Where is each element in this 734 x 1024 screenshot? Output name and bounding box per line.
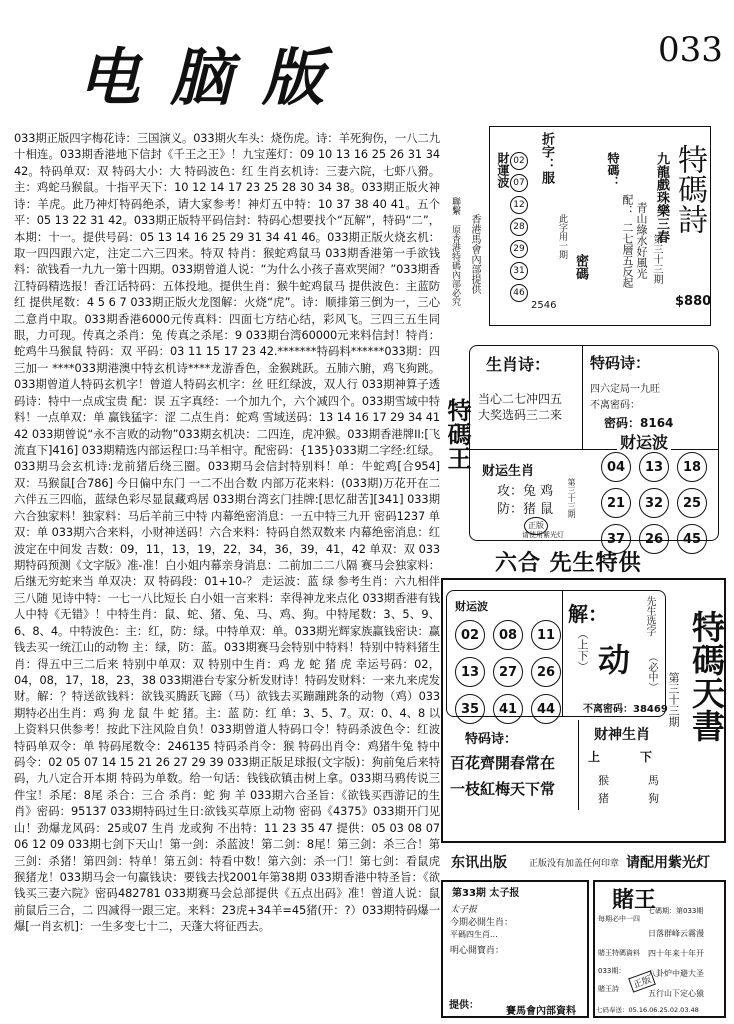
- shengxiao-poem-line: 大奖选码三二来: [478, 408, 563, 422]
- liuhe-number: 02: [455, 620, 485, 650]
- tianshu-issue: 第三十三期: [667, 672, 680, 727]
- duwang-left-line: 每期必中一四: [598, 915, 640, 923]
- shang-value: 猴: [598, 774, 609, 787]
- duwang-right-line: 四十年来十年开: [648, 949, 704, 958]
- shang-value: 猪: [598, 792, 609, 805]
- caiyunbo-number: 37: [601, 524, 631, 554]
- xiansheng-label: 先生选字: [644, 596, 655, 636]
- caiyunbo-number: 32: [639, 488, 669, 518]
- liuhe-header: 六合 先生特供: [495, 551, 642, 576]
- jie-label: 解：: [568, 602, 608, 626]
- chaizi-label: 折字：服: [539, 132, 554, 184]
- duwang-right-line: 八卦炉中避大圣: [648, 969, 704, 978]
- xia-label: 下: [640, 750, 653, 764]
- xia-value: 馬: [648, 774, 659, 787]
- taizibao-bottom: 賽馬會內部資料: [506, 1006, 576, 1017]
- article-body: 033期正版四字梅花诗：三国演义。033期火车头：烧伤虎。诗：羊死狗伤，一八二九十相连。033期香港地下信封《千王之王》！九宝莲灯：09 10 13 16 25 26 31 34 42。特码单双：双 特码大小：大 特码波色：红 生肖玄机诗：三妻六院，七虾八猾。主：鸡蛇马猴鼠。十指平天下：10 12 14 17 23 25 28 30 34 38。033期正版火神诗：羊虎。此乃神灯特码绝杀，请大家参考！神灯五中特：10 37 38 40 41。五个平：05 13 22 31 42。033期正版特平码信封：特码心想要找个“瓦解”，特码“二”，本期：十一。提供号码：05 13 14 16 25 29 31 34 41 46。033期正版火烧玄机：取一四四跟六定，注定二六三四来。特双 特肖：猴蛇鸡鼠马 033期香港第一手欲钱料：欲钱看一九九一第十四期。033期曾道人说：“为什么小孩子喜欢哭闹？”033期香江特码精选报！香江话特码：五体投地。提供生肖：猴牛蛇鸡鼠马 提供波色：主蓝防红 提供尾数：4 5 6 7 033期正版火龙图解：火烧“虎”。诗：顺排第三倒为一，三心二意肖中取。033期香港6000元传真料：四面七方结心结，彩风飞。三四三五生同眼，力可现。传真之杀肖：兔 传真之杀尾：9 033期台湾60000元来料信封！特肖：蛇鸡牛马猴鼠 特码：双 平码：03 11 15 17 23 42.*******特码料******033期：四三加一 ****033期港澳中特玄机诗****龙游香色，金猴跳跃。五肺六腑，鸡飞狗跳。033期曾道人特码玄机字！曾道人特码玄机字：丝 旺红绿波，双人行 033期神算子透码诗：特中一点成宝贵 配：误 五字真经：一个加九个，六个减四个。033期雪域中特料！一点单双：单 赢钱猛字：涩 二点生肖：蛇鸡 雪域送码：13 14 16 17 29 34 41 42 033期曾说“永不言败的动物”033期玄机决：二四连，虎冲猴。033期香港牌II:[飞流直下]416] 033期精选内部运程口:马羊相守。配密码：{135}033期二字经:红绿。033期马会玄机诗:龙前猪后绕三圈。033期马会信封特别料！单：牛蛇鸡[合954] 双：马猴鼠[合786] 今日偏中东门 一二不出合数 内部万花来料：(033期)万花开在二六伴五三四临，蓝绿色彩尽显鼠藏鸡居 033期台湾玄门挂牌:[思忆甜苦][341] 033期六合独家料！独家料：马后羊前三中特 内幕绝密消息：一五中特三九开 密码1237 单双：单 033期六合来料，小财神送码！六合来料：特码自然双数来 内幕绝密消息：红波定在中间发 吉数：09，11，13，19，22，34，36，39，41，42 单双：双 033期特码预测《文字版》准-准！白小姐内幕亲身消息：二前加二二八隔 赛马会独家料：后继无穷蛇来当 单双决：双 特码段：01+10-？ 走运波：蓝 绿 参考生肖：六九相伴三八随 见诗中特：一七一八比短长 白小姐一言来料：幸得神龙来点化 033期香港有钱人中特《无错》！中特生肖：鼠、蛇、猪、兔、马、鸡、狗。中特尾数：3、5、9、6、8、4。中特波色：主：红，防：绿。中特单双：单。033期光辉家族赢钱密诀：赢钱去买一统江山的动物 主：绿，防：蓝。033期赛马会特别中特料！特别中特料猪生肖：得五中三二后来 特别中单双：双 特别中生肖：鸡 龙 蛇 猪 虎 幸运号码：02，04，08，17，18，23，38 033期港台专家分析发财诗！特码发财料：一来九来虎发财。解：？特送欲钱料：欲钱买腾跃飞蹄（马）欲钱去买蹦蹦跳条的动物（鸡）033期特必出生肖：鸡 狗 龙 鼠 牛 蛇 猪。主：蓝 防：红 单：3、5、7。双：0、4、8 以上资料只供参考！按此下注风险自负！033期曾道人特码口令！特码杀波色令：红波 特码单双令：单 特码尾数令：246135 特码杀肖令：猴 特码出肖令：鸡猪牛兔 特中码令：02 05 07 14 15 21 26 27 29 39 033期正版足球报(文字版)：狗前兔后来特码，九八定合开本期 特码为单数。给一句话：钱钱砍镇击树上拿。033期马鸦传说三件宝！杀尾：8尾 杀合：三合 杀肖：蛇 狗 羊 033期六合圣旨：《欲钱买西游记的生肖》密码：95137 033期特码过生日:欲钱买草原上动物 密码《4375》033期开门见山！劲爆龙风码：25或07 生肖 龙或狗 不出特：11 23 35 47 提供：05 03 08 07 06 12 09 033期七剑下天山！第一剑：杀蓝波！第二剑：8尾！第三剑：杀三合！第三剑：杀猪！第四剑：特单！第五剑：特看中数！第六剑：杀一门！第七剑：看鼠虎猴猪龙！033期马会一句赢钱诀：要钱去找2001年第38期 033期香港中特圣旨：《欲钱买三妻六院》密码482781 033期赛马会总部提供《五点出码》准！曾道人说：鼠前鼠后三合，二 四减得一跟三定。来料：23虎+34羊=45猪(开：?）033期特码爆一爆[一肖玄机]：一生多变七十二，天蓬大将征西去。: [14, 131, 440, 934]
- duwang-footer: 七码奉送：05.16.06.25.02.03.48: [596, 1006, 699, 1014]
- caiyun-label: 財運波: [496, 152, 510, 188]
- jie-answer: 动: [598, 641, 631, 679]
- bizhong-note: （必中）: [646, 652, 657, 692]
- zhengban-stamp: 正版: [524, 517, 548, 535]
- caiyunbo-number: 04: [601, 452, 631, 482]
- caiyunbo-grid: [601, 452, 711, 554]
- caiyunbo-number: 25: [677, 488, 707, 518]
- caiyun-number: 29: [510, 240, 528, 258]
- duwang-title: 賭王: [612, 888, 657, 913]
- liuhe-number: 44: [531, 694, 561, 724]
- chaizi-note: 此字用一期: [557, 214, 567, 259]
- caiyunbo-number: 45: [677, 524, 707, 554]
- footer-mid: 正版没有加盖任何印章: [529, 859, 620, 869]
- liuhe-number: 26: [531, 657, 561, 687]
- liuhe-tema-poem-line: 百花齊開春常在: [450, 754, 556, 772]
- duwang-right-issue: 七碼期：第033期: [648, 907, 704, 915]
- caiyun-number: 07: [510, 174, 528, 192]
- duwang-right-line: 日落群峰云霧漫: [648, 929, 704, 938]
- duwang-left-line: 賭王詩: [598, 985, 619, 993]
- caiyun-number: 28: [510, 218, 528, 236]
- duwang-right-line: 五行山下定心猿: [648, 989, 704, 998]
- caiyun-number: 02: [510, 152, 528, 170]
- buli-mima: 不离密码：38469: [583, 704, 668, 715]
- xia-value: 狗: [648, 792, 659, 805]
- mima-label: 密碼: [573, 254, 588, 280]
- tema-poem-line: 四六定局一九旺: [590, 384, 660, 395]
- liuhe-number: 08: [493, 620, 523, 650]
- tema-mima: 密码：8164: [604, 416, 674, 430]
- liuhe-number: 11: [531, 620, 561, 650]
- side-note: 聯繫 原香港特碼內部必究: [450, 197, 460, 306]
- jie-hint: （上下）: [576, 628, 589, 672]
- verse-2: 青山綠水好風光: [635, 202, 648, 279]
- taizibao-title: 第33期 太子报: [452, 888, 520, 899]
- poem-price: $880: [675, 294, 712, 309]
- verse-1: 九龍戲珠樂三春: [654, 152, 669, 243]
- liuhe-number: 13: [455, 657, 485, 687]
- dots-note: 2546: [531, 300, 557, 311]
- liuhe-caiyunbo-label: 财运波: [455, 600, 488, 613]
- liuhe-number: 35: [455, 694, 485, 724]
- defend-line: 防：猪 鼠: [497, 502, 554, 517]
- tema-label: 特碼：: [606, 152, 620, 188]
- caiyun-number: 46: [510, 284, 528, 302]
- caishen-title: 财神生肖: [594, 727, 650, 743]
- taizibao-provide: 提供：: [449, 1000, 479, 1011]
- stamp-note: 请使用紫光灯: [522, 531, 564, 539]
- temawang-issue: 第三十三期: [567, 478, 576, 518]
- caiyunbo-number: 13: [639, 452, 669, 482]
- taizibao-line: 平碼四生肖...: [450, 930, 498, 939]
- liuhe-number: 41: [493, 694, 523, 724]
- liuhe-tema-poem-title: 特码诗：: [465, 732, 518, 747]
- temawang-title: 特碼王: [443, 398, 472, 470]
- liuhe-number: 27: [493, 657, 523, 687]
- taizibao-line: 太子报: [450, 905, 478, 915]
- issue-number: 033: [658, 30, 723, 70]
- footer-right: 请配用紫光灯: [626, 855, 710, 871]
- caiyun-numbers: [510, 152, 530, 302]
- tema-poem-box: [447, 122, 718, 332]
- duwang-left-line: 賭王特碼資料: [598, 949, 640, 957]
- source-note: 香港馬會內部提供: [469, 214, 480, 294]
- verse-3: 二七層五反起: [621, 222, 634, 288]
- caiyun-number: 12: [510, 196, 528, 214]
- footer-left: 东讯出版: [451, 855, 507, 871]
- shang-label: 上: [588, 750, 601, 764]
- duwang-stamp: 正版: [628, 970, 656, 992]
- caiyun-number: 31: [510, 262, 528, 280]
- caiyunbo-title: 财运波: [617, 430, 671, 453]
- shengxiao-poem-title: 生肖诗：: [486, 355, 551, 374]
- tema-poem-line: 不离密码：: [590, 400, 640, 411]
- liuhe-tema-poem-line: 一枝紅梅天下常: [450, 780, 556, 798]
- taizibao-line: 明心開寶肖：: [450, 946, 505, 956]
- caiyun-shengxiao-title: 财运生肖: [482, 464, 535, 479]
- page-title: 电脑版: [78, 41, 355, 114]
- taizibao-line: 今期必開生肖：: [450, 918, 514, 928]
- pei-label: 配：: [621, 194, 634, 216]
- duwang-left-line: 033期：: [598, 967, 626, 975]
- caiyunbo-number: 21: [601, 488, 631, 518]
- poem-title: 特碼詩: [672, 144, 707, 234]
- liuhe-number-grid: [455, 620, 561, 724]
- poem-issue: 第三十三期: [651, 234, 662, 284]
- attack-line: 攻：兔 鸡: [497, 484, 554, 499]
- tema-poem-title: 特码诗：: [590, 354, 651, 372]
- caiyunbo-number: 26: [639, 524, 669, 554]
- shengxiao-poem-line: 当心二七冲四五: [478, 392, 563, 406]
- tianshu-title: 特碼天書: [687, 610, 726, 742]
- caiyunbo-number: 18: [677, 452, 707, 482]
